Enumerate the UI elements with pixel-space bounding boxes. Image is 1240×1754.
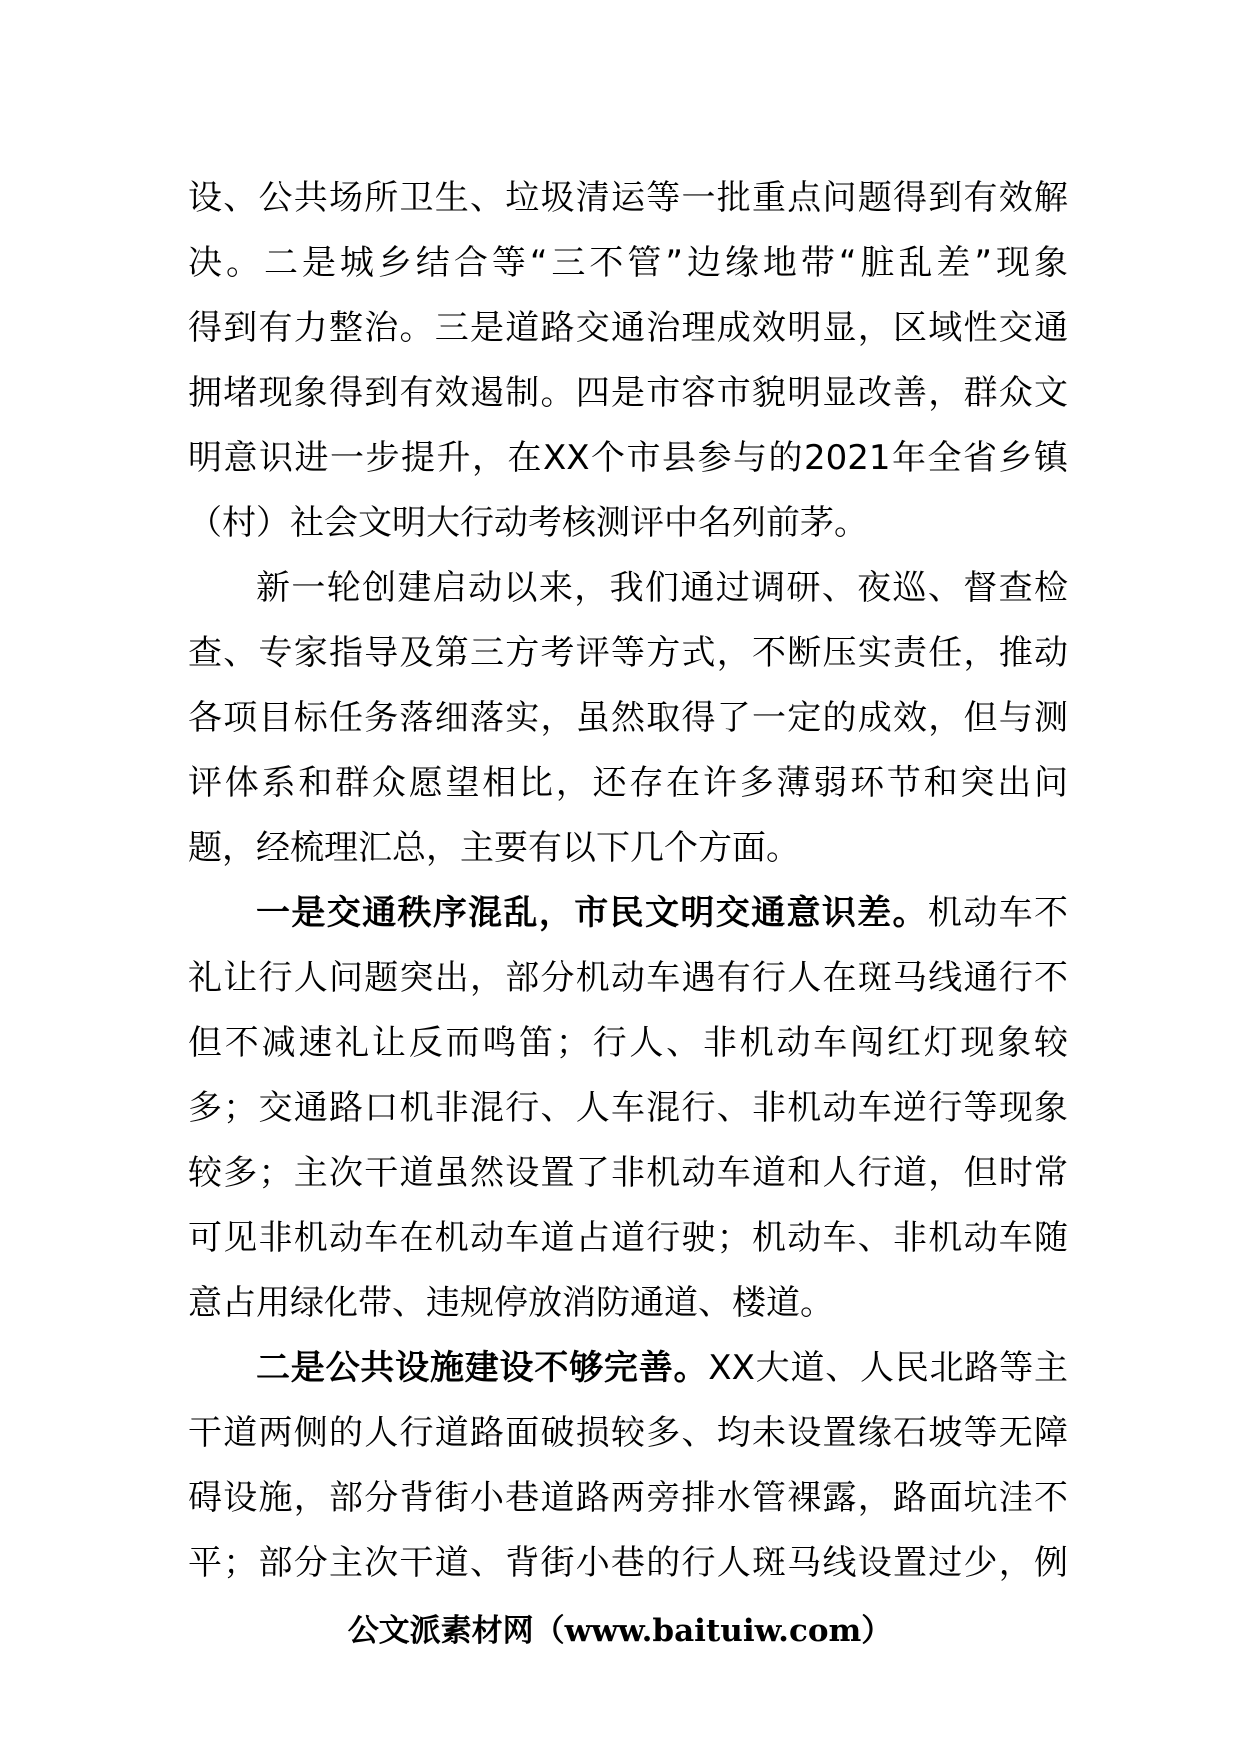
text-line: 干道两侧的人行道路面破损较多、均未设置缘石坡等无障 [188, 1413, 1068, 1453]
text-line: 设、公共场所卫生、垃圾清运等一批重点问题得到有效解 [188, 178, 1068, 218]
footer-watermark-text: 公文派素材网（www.baituiw.com） [347, 1613, 893, 1649]
text-line: 但不减速礼让反而鸣笛；行人、非机动车闯红灯现象较 [188, 1023, 1068, 1063]
text-line: （村）社会文明大行动考核测评中名列前茅。 [188, 503, 868, 543]
section-text: 机动车不 [927, 893, 1069, 933]
text-line: 评体系和群众愿望相比，还存在许多薄弱环节和突出问 [188, 763, 1068, 803]
text-line: 较多；主次干道虽然设置了非机动车道和人行道，但时常 [188, 1153, 1068, 1193]
paragraph-start-line [188, 1336, 1068, 1401]
paragraph-start-line [188, 881, 1068, 946]
text-line: 碍设施，部分背街小巷道路两旁排水管裸露，路面坑洼不 [188, 1478, 1068, 1518]
text-line: 题，经梳理汇总，主要有以下几个方面。 [188, 828, 800, 868]
text-line: 决。二是城乡结合等“三不管”边缘地带“脏乱差”现象 [188, 243, 1068, 283]
text-line: 礼让行人问题突出，部分机动车遇有行人在斑马线通行不 [188, 958, 1068, 998]
text-line: 多；交通路口机非混行、人车混行、非机动车逆行等现象 [188, 1088, 1068, 1128]
text-line: 查、专家指导及第三方考评等方式，不断压实责任，推动 [188, 633, 1068, 673]
section-heading-traffic: 一是交通秩序混乱，市民文明交通意识差。 [256, 893, 928, 933]
section-text: XX大道、人民北路等主 [708, 1348, 1069, 1388]
section-heading-facilities: 二是公共设施建设不够完善。 [256, 1348, 709, 1388]
text-line: 明意识进一步提升，在XX个市县参与的2021年全省乡镇 [188, 438, 1068, 478]
paragraph-start-line: 新一轮创建启动以来，我们通过调研、夜巡、督查检 [256, 568, 1068, 608]
text-line: 意占用绿化带、违规停放消防通道、楼道。 [188, 1283, 834, 1323]
text-line: 拥堵现象得到有效遏制。四是市容市貌明显改善，群众文 [188, 373, 1068, 413]
text-line: 得到有力整治。三是道路交通治理成效明显，区域性交通 [188, 308, 1068, 348]
text-line: 平；部分主次干道、背街小巷的行人斑马线设置过少，例 [188, 1543, 1068, 1583]
text-line: 各项目标任务落细落实，虽然取得了一定的成效，但与测 [188, 698, 1068, 738]
text-line: 可见非机动车在机动车道占道行驶；机动车、非机动车随 [188, 1218, 1068, 1258]
document-body [188, 166, 1068, 1596]
